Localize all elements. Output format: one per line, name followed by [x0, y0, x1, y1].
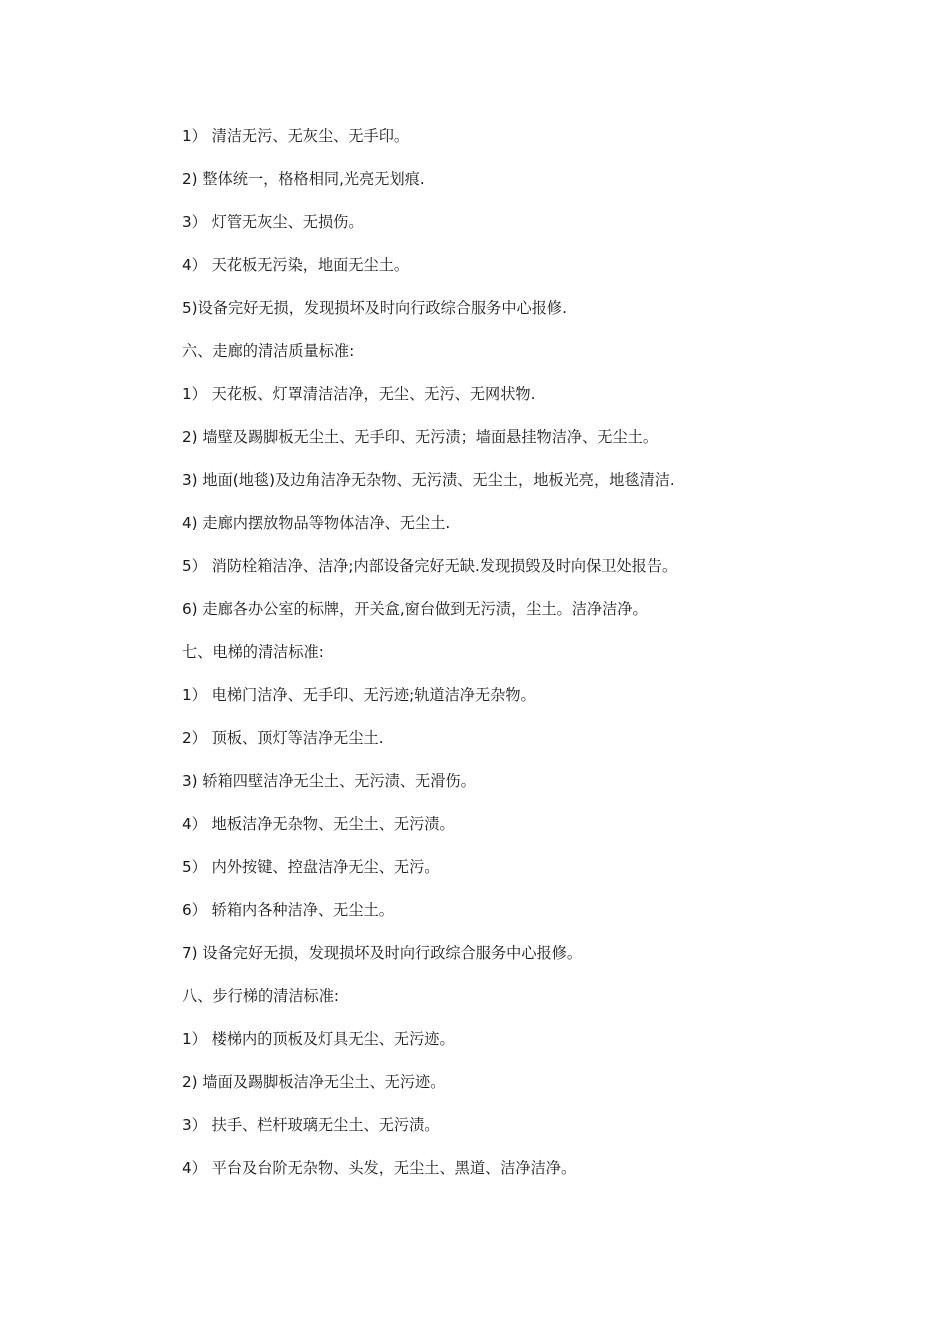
text-line: 1） 天花板、灯罩清洁洁净，无尘、无污、无网状物. — [182, 385, 536, 403]
document-body — [182, 126, 822, 1201]
text-line: 7) 设备完好无损，发现损坏及时向行政综合服务中心报修。 — [182, 944, 583, 962]
text-line: 3) 地面(地毯)及边角洁净无杂物、无污渍、无尘土，地板光亮，地毯清洁. — [182, 471, 675, 489]
text-line: 4) 走廊内摆放物品等物体洁净、无尘土. — [182, 514, 451, 532]
text-line: 2） 顶板、顶灯等洁净无尘土. — [182, 729, 384, 747]
text-line: 4） 平台及台阶无杂物、头发，无尘土、黑道、洁净洁净。 — [182, 1159, 577, 1177]
text-line: 1） 电梯门洁净、无手印、无污迹;轨道洁净无杂物。 — [182, 686, 536, 704]
text-line: 4） 天花板无污染，地面无尘土。 — [182, 256, 410, 274]
text-line: 5） 消防栓箱洁净、洁净;内部设备完好无缺.发现损毁及时向保卫处报告。 — [182, 557, 678, 575]
text-line: 2) 整体统一，格格相同,光亮无划痕. — [182, 170, 425, 188]
section-heading: 七、电梯的清洁标准: — [182, 643, 324, 661]
text-line: 3） 扶手、栏杆玻璃无尘土、无污渍。 — [182, 1116, 440, 1134]
text-line: 1） 清洁无污、无灰尘、无手印。 — [182, 127, 410, 145]
text-line: 5)设备完好无损，发现损坏及时向行政综合服务中心报修. — [182, 299, 567, 317]
text-line: 6） 轿箱内各种洁净、无尘土。 — [182, 901, 394, 919]
text-line: 2) 墙壁及踢脚板无尘土、无手印、无污渍；墙面悬挂物洁净、无尘土。 — [182, 428, 659, 446]
text-line: 6) 走廊各办公室的标牌，开关盒,窗台做到无污渍，尘土。洁净洁净。 — [182, 600, 648, 618]
text-line: 2) 墙面及踢脚板洁净无尘土、无污迹。 — [182, 1073, 446, 1091]
text-line: 5） 内外按键、控盘洁净无尘、无污。 — [182, 858, 440, 876]
text-line: 4） 地板洁净无杂物、无尘土、无污渍。 — [182, 815, 455, 833]
section-heading: 六、走廊的清洁质量标准: — [182, 342, 355, 360]
text-line: 1） 楼梯内的顶板及灯具无尘、无污迹。 — [182, 1030, 455, 1048]
text-line: 3) 轿箱四壁洁净无尘土、无污渍、无滑伤。 — [182, 772, 476, 790]
section-heading: 八、步行梯的清洁标准: — [182, 987, 339, 1005]
text-line: 3） 灯管无灰尘、无损伤。 — [182, 213, 364, 231]
